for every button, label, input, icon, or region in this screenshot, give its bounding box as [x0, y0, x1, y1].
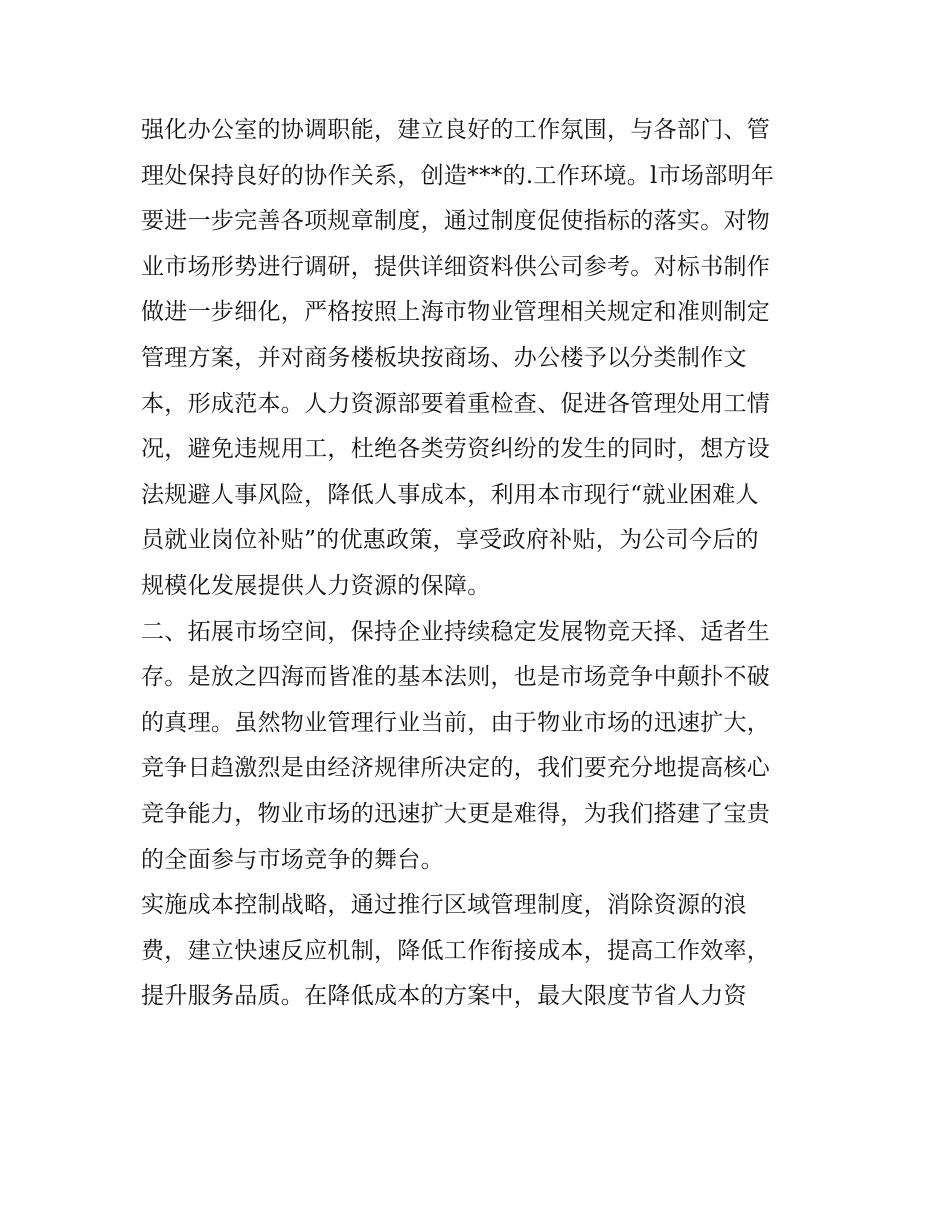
section-heading-line: 二、拓展市场空间，保持企业持续稳定发展物竞天择、适者生: [141, 618, 771, 645]
text-line: 要进一步完善各项规章制度，通过制度促使指标的落实。对物: [141, 208, 771, 235]
text-line: 实施成本控制战略，通过推行区域管理制度，消除资源的浪: [141, 892, 747, 919]
text-line: 的真理。虽然物业管理行业当前，由于物业市场的迅速扩大，: [141, 709, 771, 736]
text-line: 竞争能力，物业市场的迅速扩大更是难得，为我们搭建了宝贵: [141, 800, 771, 827]
text-line: 竞争日趋激烈是由经济规律所决定的，我们要充分地提高核心: [141, 755, 771, 782]
text-line: 管理方案，并对商务楼板块按商场、办公楼予以分类制作文: [141, 344, 747, 371]
document-body: [141, 108, 821, 1020]
text-line: 存。是放之四海而皆准的基本法则，也是市场竞争中颠扑不破: [141, 664, 771, 691]
text-line: 员就业岗位补贴”的优惠政策，享受政府补贴，为公司今后的: [141, 527, 759, 554]
text-line: 理处保持良好的协作关系，创造***的.工作环境。l市场部明年: [141, 162, 775, 189]
text-line: 况，避免违规用工，杜绝各类劳资纠纷的发生的同时，想方设: [141, 436, 771, 463]
text-line: 业市场形势进行调研，提供详细资料供公司参考。对标书制作: [141, 253, 771, 280]
text-line: 费，建立快速反应机制，降低工作衔接成本，提高工作效率，: [141, 937, 771, 964]
text-line: 提升服务品质。在降低成本的方案中，最大限度节省人力资: [141, 983, 747, 1010]
text-line: 做进一步细化，严格按照上海市物业管理相关规定和准则制定: [141, 299, 771, 326]
text-line: 本，形成范本。人力资源部要着重检查、促进各管理处用工情: [141, 390, 771, 417]
text-line: 法规避人事风险，降低人事成本，利用本市现行“就业困难人: [141, 481, 759, 508]
text-line: 的全面参与市场竞争的舞台。: [141, 846, 444, 873]
text-line: 强化办公室的协调职能，建立良好的工作氛围，与各部门、管: [141, 117, 771, 143]
text-line: 规模化发展提供人力资源的保障。: [141, 572, 491, 599]
